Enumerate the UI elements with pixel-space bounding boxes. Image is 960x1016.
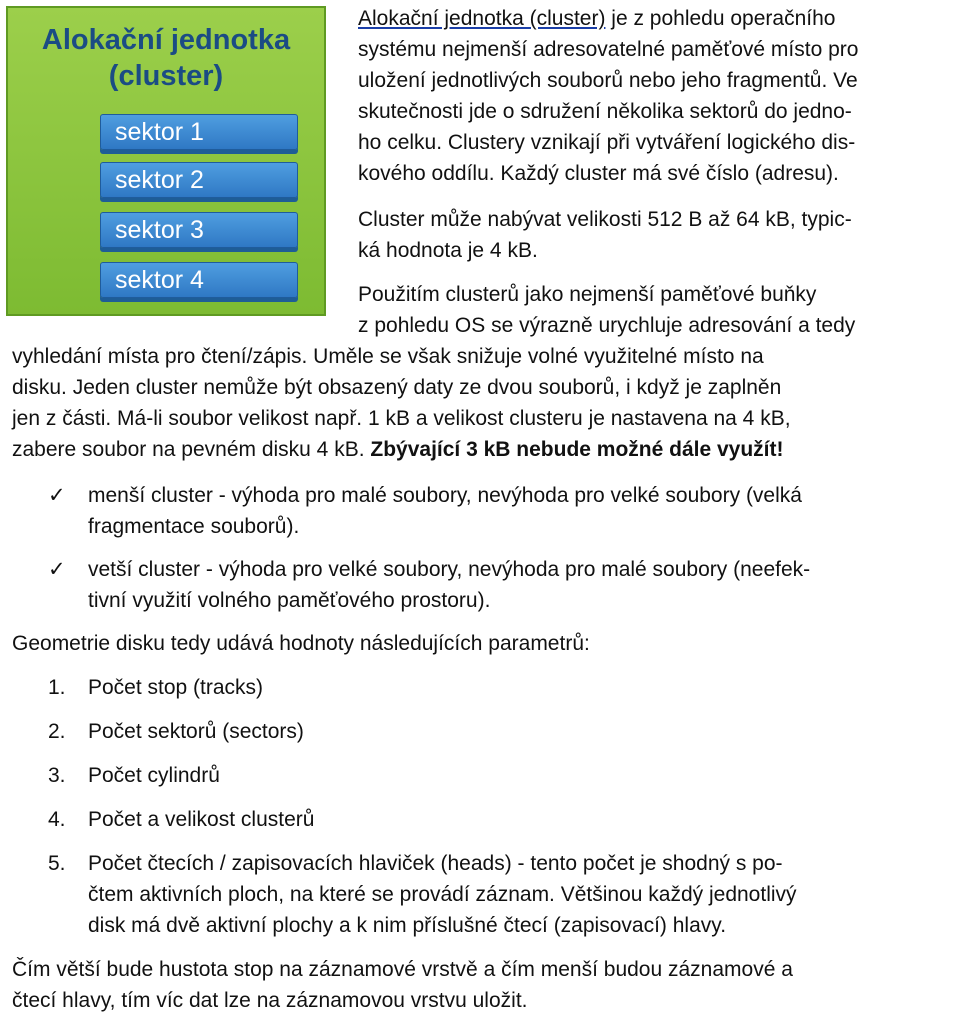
text-span: zabere soubor na pevném disku 4 kB. [12,438,365,461]
list-item: čtem aktivních ploch, na které se provádí záznam. Většinou každý jednotlivý [88,883,797,906]
check-item-text: tivní využití volného paměťového prostoru). [88,589,491,612]
list-number: 3. [48,764,66,787]
list-number: 1. [48,676,66,699]
list-item: Počet čtecích / zapisovacích hlaviček (heads) - tento počet je shodný s po- [88,852,783,875]
sector-label: sektor 3 [115,216,204,244]
text-line: čtecí hlavy, tím víc dat lze na záznamovou vrstvu uložit. [12,989,528,1012]
sector-label: sektor 1 [115,118,204,146]
geometry-intro: Geometrie disku tedy udává hodnoty následujících parametrů: [12,632,590,655]
check-icon: ✓ [48,558,66,581]
text-line [12,434,784,465]
list-item: disk má dvě aktivní plochy a k nim příslušné čtecí (zapisovací) hlavy. [88,914,727,937]
text-line: systému nejmenší adresovatelné paměťové místo pro [358,38,859,61]
text-line: z pohledu OS se výrazně urychluje adresování a tedy [358,314,856,337]
sector-label: sektor 2 [115,166,204,194]
bold-warning: Zbývající 3 kB nebude možné dále využít! [370,438,784,461]
check-item-text: menší cluster - výhoda pro malé soubory, nevýhoda pro velké soubory (velká [88,484,802,507]
list-number: 5. [48,852,66,875]
sector-block-4 [100,262,298,298]
figure-title-line1: Alokační jednotka [41,24,291,56]
check-icon: ✓ [48,484,66,507]
sector-block-1 [100,114,298,150]
text-line: kového oddílu. Každý cluster má své číslo (adresu). [358,162,839,185]
figure-title-line2: (cluster) [108,60,224,92]
text-line: jen z části. Má-li soubor velikost např. 1 kB a velikost clusteru je nastavena na 4 kB, [12,407,791,430]
cluster-figure [6,6,326,316]
text-line: skutečnosti jde o sdružení několika sektorů do jedno- [358,100,852,123]
figure-title [8,22,324,94]
list-item: Počet cylindrů [88,764,220,787]
text-line: Cluster může nabývat velikosti 512 B až 64 kB, typic- [358,208,852,231]
text-line: Použitím clusterů jako nejmenší paměťové buňky [358,283,817,306]
sector-block-3 [100,212,298,248]
check-item-text: vetší cluster - výhoda pro velké soubory, nevýhoda pro malé soubory (neefek- [88,558,811,581]
text-span: je z pohledu operačního [605,7,836,30]
list-item: Počet sektorů (sectors) [88,720,304,743]
list-number: 4. [48,808,66,831]
sector-block-2 [100,162,298,198]
text-line: vyhledání místa pro čtení/zápis. Uměle se však snižuje volné využitelné místo na [12,345,764,368]
text-line: disku. Jeden cluster nemůže být obsazený daty ze dvou souborů, i když je zaplněn [12,376,782,399]
list-item: Počet a velikost clusterů [88,808,315,831]
list-item: Počet stop (tracks) [88,676,264,699]
sector-label: sektor 4 [115,266,204,294]
text-line: ho celku. Clustery vznikají při vytváření logického dis- [358,131,856,154]
text-line: uložení jednotlivých souborů nebo jeho fragmentů. Ve [358,69,858,92]
cluster-link[interactable]: Alokační jednotka (cluster) [358,7,606,30]
text-line: ká hodnota je 4 kB. [358,239,538,262]
text-line [358,3,954,34]
check-item-text: fragmentace souborů). [88,515,300,538]
text-line: Čím větší bude hustota stop na záznamové vrstvě a čím menší budou záznamové a [12,958,793,981]
list-number: 2. [48,720,66,743]
